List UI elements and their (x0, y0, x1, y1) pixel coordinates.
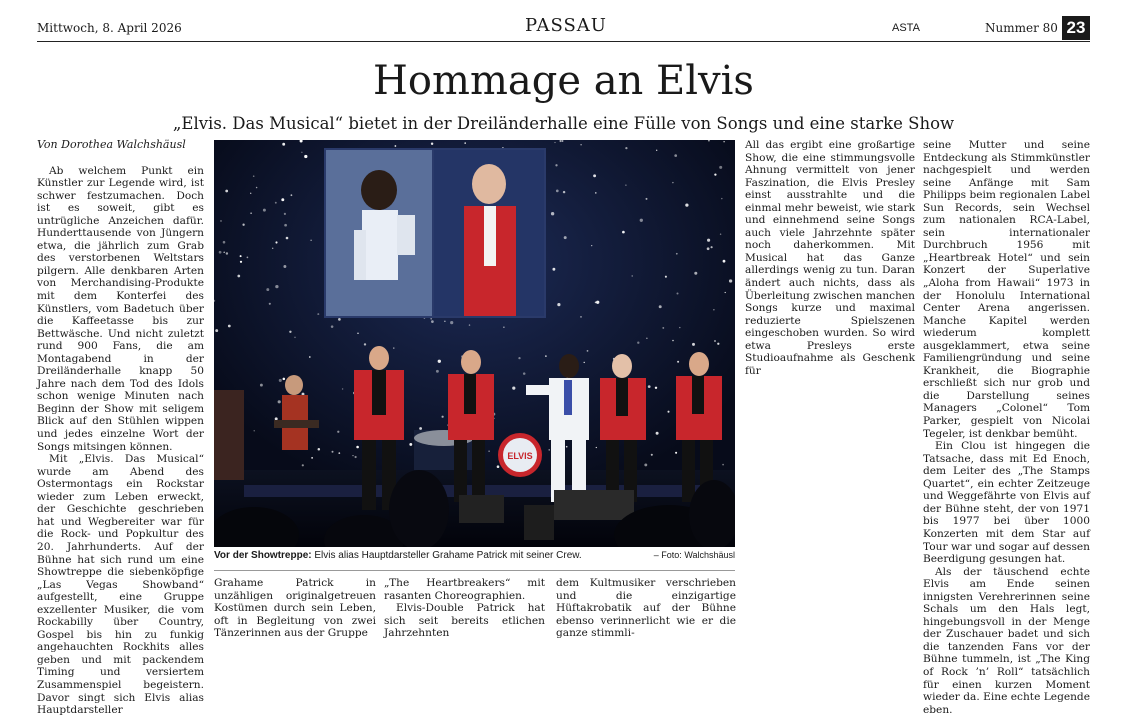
star-light (584, 362, 585, 363)
star-light (284, 213, 286, 215)
star-light (263, 209, 266, 212)
star-light (272, 248, 273, 249)
star-light (632, 275, 633, 276)
photo-caption (214, 550, 735, 566)
star-light (431, 320, 434, 323)
star-light (622, 231, 625, 234)
star-light (250, 212, 252, 214)
star-light (551, 212, 554, 215)
star-light (430, 318, 432, 320)
star-light (357, 332, 359, 334)
star-light (549, 449, 550, 450)
paragraph: Grahame Patrick in unzähligen originalgetreuen Kostümen durch sein Leben, oft in Begleitung von zwei Tänzerinnen aus der Gruppe (214, 577, 376, 640)
paragraph: Mit „Elvis. Das Musical“ wurde am Abend des Ostermontags ein Rockstar wieder zum Leben erweckt, der Geschichte geschrieben hat und Wegbereiter war für die Rock- und Popkultur des 20. Jahrhunderts. Auf der Bühne hat sich rund um eine Showtreppe die siebenköpfige „Las Vegas Showband“ aufgestellt, eine Gruppe exzellenter Musiker, die vom Rockabilly über Country, Gospel bis hin zu funkig angehauchten Rockhits alles geben und mit packendem Timing und versiertem Zusammenspiel begeistern. Davor singt sich Elvis alias Hauptdarsteller (37, 453, 204, 717)
section-name: PASSAU (525, 15, 607, 36)
article-photo (214, 140, 735, 547)
star-light (260, 384, 263, 387)
star-light (419, 427, 422, 430)
star-light (580, 144, 581, 145)
star-light (722, 464, 724, 466)
star-light (431, 143, 433, 145)
star-light (469, 324, 470, 325)
star-light (595, 192, 597, 194)
star-light (648, 385, 651, 388)
star-light (338, 318, 341, 321)
issue-date: Mittwoch, 8. April 2026 (37, 21, 182, 35)
drum-label: ELVIS (507, 451, 533, 461)
star-light (711, 246, 713, 248)
star-light (355, 456, 357, 458)
star-light (596, 301, 599, 304)
star-light (356, 446, 359, 449)
star-light (352, 455, 353, 456)
star-light (309, 356, 311, 358)
star-light (283, 378, 286, 381)
subheadline: „Elvis. Das Musical“ bietet in der Dreiländerhalle eine Fülle von Songs und eine starke Show (172, 114, 955, 133)
star-light (294, 337, 295, 338)
star-light (723, 141, 724, 142)
star-light (318, 448, 321, 451)
star-light (289, 331, 291, 333)
star-light (713, 309, 714, 310)
star-light (332, 451, 334, 453)
star-light (503, 326, 504, 327)
page-header (37, 12, 1090, 42)
star-light (436, 370, 439, 373)
star-light (714, 173, 716, 175)
star-light (317, 313, 319, 315)
drum-kit (498, 433, 542, 477)
star-light (518, 357, 520, 359)
star-light (226, 252, 228, 254)
star-light (707, 247, 710, 250)
star-light (450, 321, 453, 324)
star-light (677, 293, 679, 295)
star-light (282, 143, 285, 146)
star-light (283, 265, 286, 268)
star-light (310, 240, 311, 241)
star-light (219, 251, 222, 254)
star-light (275, 241, 277, 243)
star-light (393, 347, 394, 348)
star-light (723, 260, 726, 263)
star-light (284, 224, 287, 227)
star-light (557, 303, 560, 306)
star-light (331, 325, 334, 328)
star-light (266, 288, 269, 291)
star-light (275, 285, 278, 288)
star-light (554, 142, 555, 143)
star-light (625, 184, 627, 186)
star-light (656, 432, 659, 435)
star-light (302, 464, 304, 466)
star-light (725, 292, 726, 293)
issue-number: Nummer 80 (985, 21, 1058, 35)
text-column-6 (923, 139, 1090, 716)
text-column-3 (384, 577, 545, 640)
star-light (442, 416, 444, 418)
star-light (659, 305, 662, 308)
concert-stage-image (214, 140, 735, 547)
star-light (256, 187, 258, 189)
star-light (625, 147, 627, 149)
header-rule (37, 41, 1090, 42)
star-light (342, 388, 343, 389)
star-light (497, 465, 500, 468)
star-light (672, 182, 673, 183)
star-light (667, 411, 669, 413)
text-column-1 (37, 139, 204, 717)
edition-mark: ASTA (892, 22, 920, 34)
paragraph: All das ergibt eine großartige Show, die eine stimmungsvolle Ahnung vermittelt von jener Faszination, die Elvis Presley einst ausstrahlte und die einmal mehr beweist, wie stark und einnehmend seine Songs auch viele Jahrzehnte später noch daherkommen. Mit Musical hat das Ganze allerdings wenig zu tun. Daran ändert auch nichts, dass als Überleitung zwischen manchen Songs kurze und maximal reduzierte Spielszenen eingeschoben wurden. So wird etwa Presleys erste Studioaufnahme als Geschenk für (745, 139, 915, 377)
star-light (395, 145, 397, 147)
star-light (591, 245, 592, 246)
star-light (646, 338, 647, 339)
star-light (729, 279, 732, 282)
star-light (338, 452, 340, 454)
paragraph: „The Heartbreakers“ mit rasanten Choreographien. (384, 577, 545, 602)
page-number: 23 (1062, 16, 1090, 40)
paragraph: dem Kultmusiker verschrieben und die einzigartige Hüftakrobatik auf der Bühne ebenso verinnerlicht wie er die ganze stimmli- (556, 577, 736, 640)
star-light (240, 255, 242, 257)
byline: Von Dorothea Walchshäusl (37, 138, 186, 151)
star-light (651, 454, 653, 456)
star-light (640, 219, 643, 222)
star-light (679, 327, 680, 328)
caption-text: Elvis alias Hauptdarsteller Grahame Patrick mit seiner Crew. (314, 550, 582, 561)
star-light (247, 257, 249, 259)
star-light (562, 140, 564, 142)
text-column-5 (745, 139, 915, 377)
star-light (593, 174, 596, 177)
star-light (596, 447, 597, 448)
star-light (523, 372, 526, 375)
text-column-2 (214, 577, 376, 640)
star-light (225, 190, 228, 193)
star-light (464, 142, 466, 144)
star-light (291, 194, 293, 196)
paragraph: Ab welchem Punkt ein Künstler zur Legende wird, ist schwer festzumachen. Doch ist es soweit, gibt es untrügliche Anzeichen dafür. Hunderttausende von Jüngern etwa, die jährlich zum Grab des verstorbenen Weltstars pilgern. Alle denkbaren Arten von Merchandising-Produkte mit dem Konterfei des Künstlers, vom Badetuch über die Kaffeetasse bis zur Bettwäsche. Und nicht zuletzt rund 900 Fans, die am Montagabend in der Dreiländerhalle knapp 50 Jahre nach dem Tod des Idols schon wenige Minuten nach Beginn der Show mit seligem Blick auf den Stühlen wippen und jedes einzelne Wort der Songs mitsingen können. (37, 164, 204, 453)
star-light (275, 202, 277, 204)
star-light (692, 343, 695, 346)
star-light (655, 387, 657, 389)
star-light (656, 150, 657, 151)
star-light (556, 190, 559, 193)
text-column-4 (556, 577, 736, 640)
paragraph: Elvis-Double Patrick hat sich seit bereits etlichen Jahrzehnten (384, 602, 545, 640)
star-light (223, 241, 226, 244)
star-light (714, 340, 716, 342)
star-light (278, 400, 281, 403)
star-light (250, 193, 251, 194)
star-light (242, 224, 244, 226)
star-light (720, 233, 721, 234)
star-light (662, 327, 664, 329)
star-light (512, 387, 515, 390)
star-light (279, 379, 282, 382)
star-light (587, 350, 589, 352)
star-light (240, 261, 242, 263)
star-light (665, 276, 667, 278)
star-light (269, 303, 271, 305)
star-light (364, 343, 366, 345)
star-light (552, 268, 555, 271)
star-light (444, 321, 445, 322)
star-light (674, 154, 677, 157)
star-light (580, 316, 581, 317)
star-light (301, 152, 302, 153)
star-light (337, 431, 339, 433)
star-light (275, 417, 278, 420)
star-light (694, 272, 697, 275)
star-light (563, 191, 565, 193)
star-light (672, 340, 674, 342)
star-light (637, 342, 639, 344)
star-light (644, 463, 647, 466)
star-light (304, 155, 307, 158)
star-light (237, 275, 240, 278)
star-light (220, 220, 221, 221)
star-light (566, 446, 568, 448)
star-light (564, 236, 567, 239)
star-light (311, 457, 313, 459)
projection-screen (324, 148, 546, 318)
caption-rule (214, 570, 735, 571)
headline: Hommage an Elvis (373, 58, 754, 104)
caption-label: Vor der Showtreppe: (214, 550, 312, 561)
star-light (685, 203, 688, 206)
star-light (286, 237, 289, 240)
paragraph: Als der täuschend echte Elvis am Ende seinen innigsten Verehrerinnen seine Schals um den Hals legt, hingebungsvoll in der Menge der Zuschauer badet und sich die tanzenden Fans vor der Bühne tummeln, ist „The King of Rock ’n’ Roll“ tatsächlich für einen kurzen Moment wieder da. Eine echte Legende eben. (923, 565, 1090, 716)
star-light (555, 164, 557, 166)
star-light (721, 198, 722, 199)
paragraph: Ein Clou ist hingegen die Tatsache, dass mit Ed Enoch, dem Leiter des „The Stamps Quartet“, ein echter Zeitzeuge und Weggefährte von Elvis auf der Bühne steht, der von 1971 bis 1977 bei über 1000 Konzerten mit dem Star auf Tour war und sogar auf dessen Beerdigung gesungen hat. (923, 440, 1090, 566)
paragraph: seine Mutter und seine Entdeckung als Stimmkünstler nachgespielt und werden seine Anfänge mit Sam Philipps beim regionalen Label Sun Records, sein Wechsel zum nationalen RCA-Label, sein internationaler Durchbruch 1956 mit „Heartbreak Hotel“ und sein Konzert der Superlative „Aloha from Hawaii“ 1973 in der Honolulu International Center Arena angerissen. Manche Kapitel werden wiederum komplett ausgeklammert, etwa seine Familiengründung und seine Krankheit, die Biographie erschließt sich nur grob und die Darstellung seines Managers „Colonel“ Tom Parker, gespielt von Nicolai Tegeler, ist denkbar bemüht. (923, 139, 1090, 440)
star-light (676, 253, 678, 255)
star-light (488, 451, 489, 452)
star-light (675, 452, 677, 454)
star-light (409, 443, 412, 446)
star-light (253, 175, 255, 177)
star-light (707, 239, 710, 242)
star-light (717, 343, 719, 345)
star-light (254, 430, 255, 431)
star-light (223, 251, 225, 253)
star-light (281, 198, 284, 201)
star-light (215, 329, 218, 332)
star-light (646, 198, 648, 200)
star-light (719, 166, 722, 169)
star-light (438, 360, 441, 363)
star-light (228, 325, 231, 328)
photo-credit: – Foto: Walchshäusl (653, 550, 735, 560)
star-light (545, 355, 547, 357)
star-light (677, 361, 679, 363)
